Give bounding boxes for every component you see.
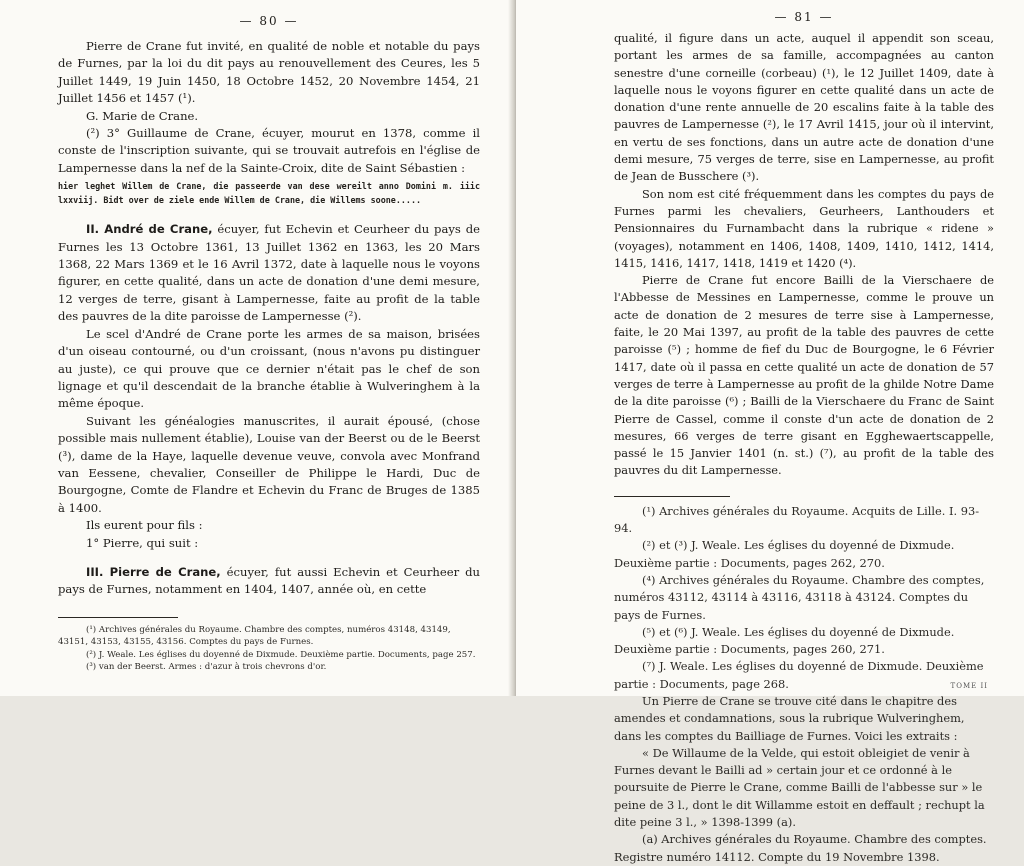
footnote: (⁷) J. Weale. Les églises du doyenné de Dixmude. Deuxième partie : Documents, page 268.: [614, 659, 984, 691]
page-number: — 81 —: [774, 10, 834, 24]
paragraph: (²) 3° Guillaume de Crane, écuyer, mourut en 1378, comme il conste de l'inscription suivante, qui se trouvait autrefois en l'église de Lampernesse dans la nef de la Sainte-Croix, dite de Saint Sébastien :: [58, 126, 480, 175]
right-page: [516, 0, 1024, 864]
footnote: (⁵) et (⁶) J. Weale. Les églises du doyenné de Dixmude. Deuxième partie : Documents, pages 260, 271.: [614, 624, 955, 657]
footnote: (⁴) Archives générales du Royaume. Chambre des comptes, numéros 43112, 43114 à 43116, 43118 à 43124. Comptes du pays de Furnes.: [614, 572, 985, 622]
section-heading: II. André de Crane,: [86, 222, 213, 237]
footnote: (²) et (³) J. Weale. Les églises du doyenné de Dixmude. Deuxième partie : Documents, pages 262, 270.: [614, 538, 955, 570]
footnote-divider: [614, 496, 730, 497]
signature-mark: TOME II: [950, 682, 988, 690]
paragraph: Pierre de Crane fut invité, en qualité de noble et notable du pays de Furnes, par la loi du dit pays au renouvellement des Ceures, les 5 Juillet 1449, 19 Juin 1450, 18 Octobre 1452, 20 Novembre 1454, 21 Juillet 1456 et 1457 (¹).: [58, 39, 480, 106]
page-number: — 80 —: [239, 14, 299, 28]
footnote: (²) J. Weale. Les églises du doyenné de Dixmude. Deuxième partie. Documents, page 257.: [86, 649, 476, 660]
paragraph: qualité, il figure dans un acte, auquel il appendit son sceau, portant les armes de sa famille, accompagnées au canton senestre d'une corneille (corbeau) (¹), le 12 Juillet 1409, date à laquelle nous le voyons figurer en cette qualité dans un acte de donation d'une rente annuelle de 20 escalins faite à la table des pauvres de Lampernesse (²), le 17 Avril 1415, jour où il intervint, en vertu de ses fonctions, dans un autre acte de donation d'une demi mesure, 75 verges de terre, sise en Lampernesse, au profit de Jean de Busschere (³).: [614, 31, 994, 184]
paragraph: Son nom est cité fréquemment dans les comptes du pays de Furnes parmi les chevaliers, Geurheers, Lanthouders et Pensionnaires du Furnambacht dans la rubrique « ridene » (voyages), notamment en 1406, 1408, 1409, 1410, 1412, 1414, 1415, 1416, 1417, 1418, 1419 et 1420 (⁴).: [614, 186, 994, 270]
paragraph: G. Marie de Crane.: [86, 108, 199, 123]
footnote-divider: [58, 617, 178, 618]
paragraph: Le scel d'André de Crane porte les armes de sa maison, brisées d'un oiseau contourné, ou d'un croissant, (nous n'avons pu distinguer au juste), ce qui prouve que ce dernier n'était pas le chef de son lignage et qu'il descendait de la branche établie à Wulveringhem à la même époque.: [58, 326, 480, 411]
section-heading: III. Pierre de Crane,: [86, 564, 221, 579]
footnote-quote: « De Willaume de la Velde, qui estoit obleigiet de venir à Furnes devant le Bailli ad » certain jour et ce ordonné à le poursuite de Pierre le Crane, comme Bailli de l'abbesse sur » le peine de 3 l., dont le dit Willamme estoit en deffault ; rechupt la dite peine 3 l., » 1398-1399 (a).: [614, 745, 985, 830]
paragraph: Pierre de Crane fut encore Bailli de la Vierschaere de l'Abbesse de Messines en Lampernesse, comme le prouve un acte de donation de 2 mesures de terre sise à Lampernesse, faite, le 20 Mai 1397, au profit de la table des pauvres de cette paroisse (⁵) ; homme de fief du Duc de Bourgogne, le 6 Février 1417, date où il passa en cette qualité un acte de donation de 57 verges de terre à Lampernesse au profit de la ghilde Notre Dame de la dite paroisse (⁶) ; Bailli de la Vierschaere du Franc de Saint Pierre de Cassel, comme il conste d'un acte de donation de 2 mesures, 66 verges de terre gisant en Egghewaertscappelle, passé le 15 Janvier 1401 (n. st.) (⁷), au profit de la table des pauvres du dit Lampernesse.: [614, 273, 994, 478]
section-paragraph: [58, 564, 480, 599]
paragraph: Suivant les généalogies manuscrites, il aurait épousé, (chose possible mais nullement établie), Louise van der Beerst ou de le Beerst (³), dame de la Haye, laquelle devenue veuve, convola avec Monfrand van Eessene, chevalier, Conseiller de Philippe le Hardi, Duc de Bourgogne, Comte de Flandre et Echevin du Franc de Bruges de 1385 à 1400.: [58, 413, 480, 515]
footnote: (a) Archives générales du Royaume. Chambre des comptes. Registre numéro 14112. Compte du 19 Novembre 1398.: [614, 832, 987, 864]
gothic-inscription: hier leghet Willem de Crane, die passeerde van dese wereilt anno Domini m. iiic lxxviij. Bidt over de ziele ende Willem de Crane, die Willems soone.....: [58, 181, 480, 206]
footnote: (³) van der Beerst. Armes : d'azur à trois chevrons d'or.: [86, 662, 327, 672]
section-text: écuyer, fut Echevin et Ceurheer du pays de Furnes les 13 Octobre 1361, 13 Juillet 1362 en 1363, les 20 Mars 1368, 22 Mars 1369 et le 16 Avril 1372, date à laquelle nous le voyons figurer, en cette qualité, dans un acte de donation d'une demi mesure, 12 verges de terre, gisant à Lampernesse, faite au profit de la table des pauvres de la dite paroisse de Lampernesse (²).: [58, 222, 481, 324]
footnote: (¹) Archives générales du Royaume. Acquits de Lille. I. 93-94.: [614, 503, 980, 536]
left-page: [0, 0, 514, 696]
section-text: écuyer, fut aussi Echevin et Ceurheer du pays de Furnes, notamment en 1404, 1407, année où, en cette: [58, 564, 480, 597]
paragraph: Ils eurent pour fils :: [86, 518, 203, 533]
footnote: (¹) Archives générales du Royaume. Chambre des comptes, numéros 43148, 43149, 43151, 43153, 43155, 43156. Comptes du pays de Furnes.: [58, 624, 451, 648]
paragraph: 1° Pierre, qui suit :: [86, 535, 199, 550]
footnote: Un Pierre de Crane se trouve cité dans le chapitre des amendes et condamnations, sous la rubrique Wulveringhem, dans les comptes du Bailliage de Furnes. Voici les extraits :: [614, 693, 965, 743]
section-paragraph: [58, 221, 480, 325]
